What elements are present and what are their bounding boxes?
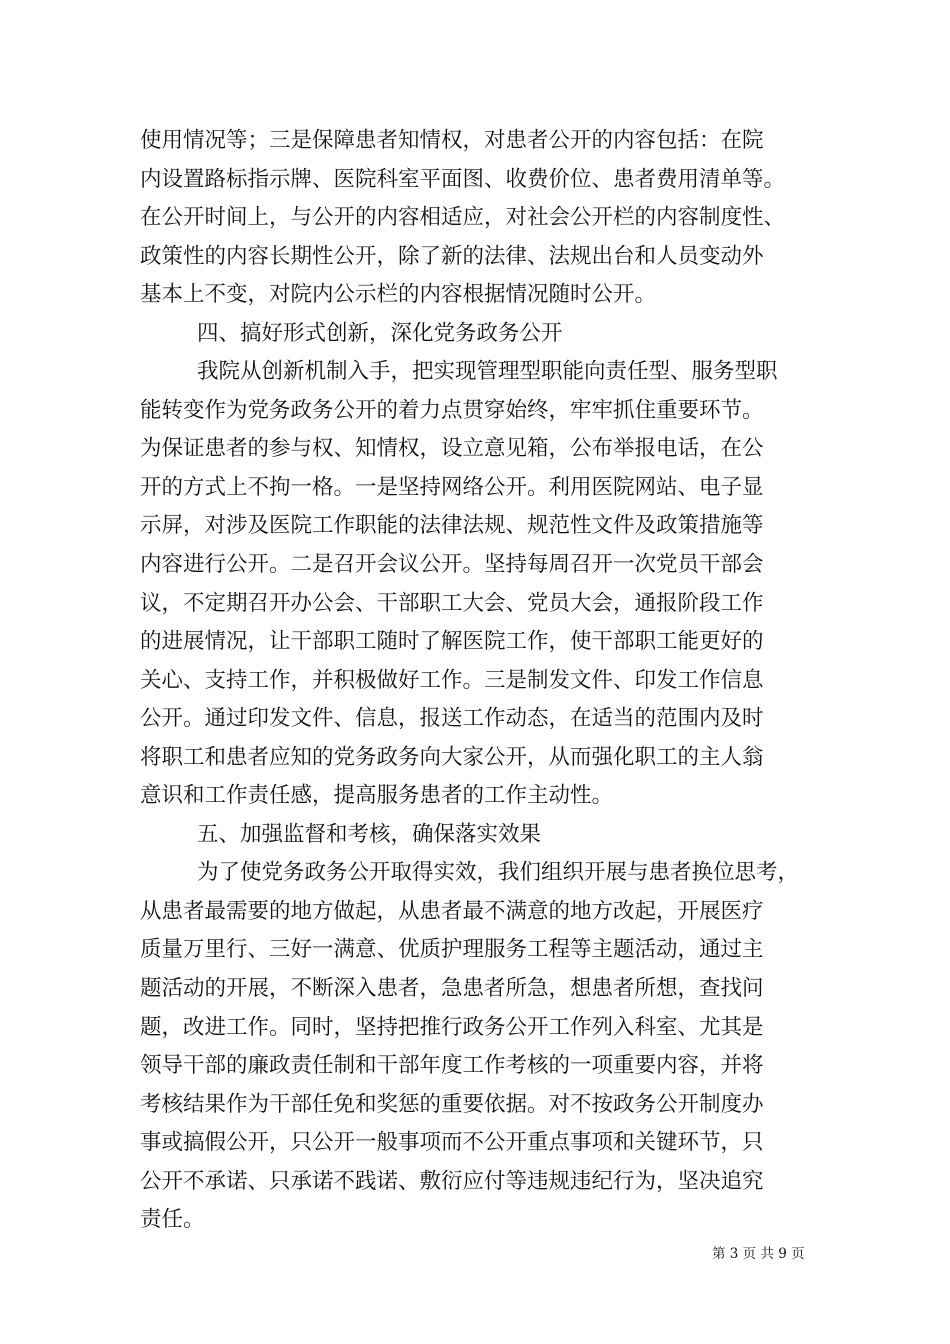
text-line: 责任。 — [140, 1207, 205, 1233]
text-line: 将职工和患者应知的党务政务向大家公开，从而强化职工的主人翁 — [140, 744, 764, 770]
text-line: 质量万里行、三好一满意、优质护理服务工程等主题活动，通过主 — [140, 937, 764, 963]
text-line: 使用情况等；三是保障患者知情权，对患者公开的内容包括：在院 — [140, 128, 764, 153]
text-line: 基本上不变，对院内公示栏的内容根据情况随时公开。 — [140, 282, 657, 308]
text-line: 题活动的开展，不断深入患者，急患者所急，想患者所想，查找问 — [140, 976, 764, 1002]
text-line: 内设置路标指示牌、医院科室平面图、收费价位、患者费用清单等。 — [140, 166, 786, 192]
text-line: 内容进行公开。二是召开会议公开。坚持每周召开一次党员干部会 — [140, 552, 764, 578]
text-line: 议，不定期召开办公会、干部职工大会、党员大会，通报阶段工作 — [140, 590, 764, 616]
text-line: 开的方式上不拘一格。一是坚持网络公开。利用医院网站、电子显 — [140, 474, 764, 500]
text-line: 示屏，对涉及医院工作职能的法律法规、规范性文件及政策措施等 — [140, 513, 764, 539]
text-line: 考核结果作为干部任免和奖惩的重要依据。对不按政务公开制度办 — [140, 1091, 764, 1117]
paragraph-start-line: 四、搞好形式创新，深化党务政务公开 — [197, 320, 563, 346]
text-line: 在公开时间上，与公开的内容相适应，对社会公开栏的内容制度性、 — [140, 205, 786, 231]
page-footer: 第 3 页 共 9 页 — [712, 1246, 805, 1262]
paragraph-start-line: 五、加强监督和考核，确保落实效果 — [197, 821, 542, 847]
text-line: 题，改进工作。同时，坚持把推行政务公开工作列入科室、尤其是 — [140, 1014, 764, 1040]
text-line: 关心、支持工作，并积极做好工作。三是制发文件、印发工作信息 — [140, 667, 764, 693]
paragraph-start-line: 我院从创新机制入手，把实现管理型职能向责任型、服务型职 — [197, 359, 778, 385]
text-line: 公开不承诺、只承诺不践诺、敷衍应付等违规违纪行为，坚决追究 — [140, 1168, 764, 1194]
body-text — [140, 122, 810, 1240]
text-line: 政策性的内容长期性公开，除了新的法律、法规出台和人员变动外 — [140, 243, 764, 269]
text-line: 事或搞假公开，只公开一般事项而不公开重点事项和关键环节，只 — [140, 1130, 764, 1156]
text-line: 意识和工作责任感，提高服务患者的工作主动性。 — [140, 783, 614, 809]
text-line: 为保证患者的参与权、知情权，设立意见箱，公布举报电话，在公 — [140, 436, 764, 462]
text-line: 从患者最需要的地方做起，从患者最不满意的地方改起，开展医疗 — [140, 898, 764, 924]
text-line: 的进展情况，让干部职工随时了解医院工作，使干部职工能更好的 — [140, 629, 764, 655]
text-line: 公开。通过印发文件、信息，报送工作动态，在适当的范围内及时 — [140, 706, 764, 732]
text-line: 能转变作为党务政务公开的着力点贯穿始终，牢牢抓住重要环节。 — [140, 397, 764, 423]
paragraph-start-line: 为了使党务政务公开取得实效，我们组织开展与患者换位思考， — [197, 860, 800, 886]
text-line: 领导干部的廉政责任制和干部年度工作考核的一项重要内容，并将 — [140, 1053, 764, 1079]
